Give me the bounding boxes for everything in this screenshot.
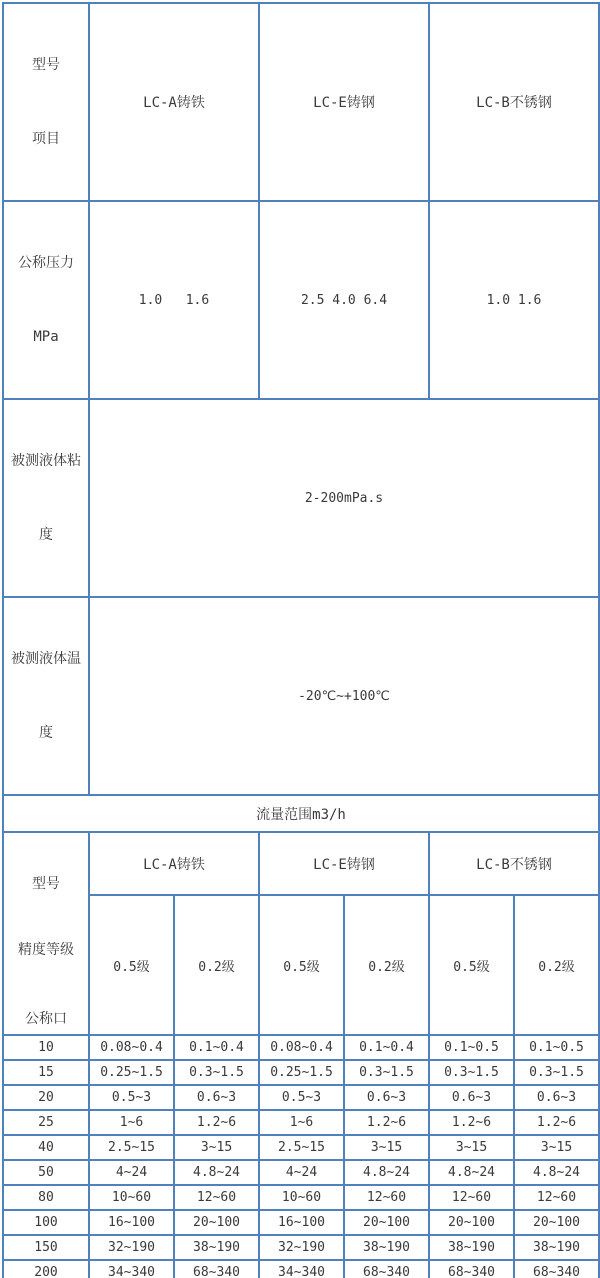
- viscosity-label-line1: 被测液体粘: [11, 453, 81, 469]
- flow-value-cell: 0.6~3: [344, 1085, 429, 1110]
- table-row-dn10: [3, 1035, 599, 1060]
- viscosity-label-line2: 度: [39, 526, 53, 543]
- flow-value-cell: 38~190: [344, 1235, 429, 1260]
- flow-corner-top-label: 型号: [32, 876, 60, 892]
- flow-value-cell: 68~340: [344, 1260, 429, 1278]
- table-row-dn15: [3, 1060, 599, 1085]
- flow-value-cell: 4~24: [259, 1160, 344, 1185]
- flow-value-cell: 0.1~0.5: [429, 1035, 514, 1060]
- flow-value-cell: 1.2~6: [174, 1110, 259, 1135]
- table-row-flow-title: [3, 795, 599, 832]
- table-row-header: [3, 3, 599, 201]
- table-row-dn40: [3, 1135, 599, 1160]
- dn-cell: 20: [3, 1085, 89, 1110]
- flow-corner-line1: 精度等级: [18, 942, 74, 959]
- table-row-dn50: [3, 1160, 599, 1185]
- dn-cell: 50: [3, 1160, 89, 1185]
- flow-value-cell: 4.8~24: [429, 1160, 514, 1185]
- table-row-grades: [3, 895, 599, 1035]
- table-row-dn100: [3, 1210, 599, 1235]
- flow-value-cell: 38~190: [174, 1235, 259, 1260]
- flow-value-cell: 3~15: [429, 1135, 514, 1160]
- dn-cell: 25: [3, 1110, 89, 1135]
- flow-value-cell: 0.25~1.5: [89, 1060, 174, 1085]
- pressure-value-lca: 1.0 1.6: [89, 201, 259, 399]
- pressure-value-lcb: 1.0 1.6: [429, 201, 599, 399]
- flow-corner-bottom-label: [4, 893, 88, 1035]
- spec-table: [2, 2, 600, 1278]
- flow-value-cell: 20~100: [174, 1210, 259, 1235]
- flow-model-header-lca: LC-A铸铁: [89, 832, 259, 895]
- flow-value-cell: 4.8~24: [344, 1160, 429, 1185]
- flow-value-cell: 1~6: [259, 1110, 344, 1135]
- flow-value-cell: 0.3~1.5: [429, 1060, 514, 1085]
- flow-value-cell: 0.08~0.4: [259, 1035, 344, 1060]
- flow-model-header-lcb: LC-B不锈钢: [429, 832, 599, 895]
- flow-value-cell: 20~100: [344, 1210, 429, 1235]
- dn-cell: 15: [3, 1060, 89, 1085]
- temperature-label-cell: [3, 597, 89, 795]
- flow-value-cell: 12~60: [514, 1185, 599, 1210]
- flow-value-cell: 3~15: [514, 1135, 599, 1160]
- flow-value-cell: 32~190: [259, 1235, 344, 1260]
- flow-value-cell: 0.1~0.5: [514, 1035, 599, 1060]
- dn-cell: 80: [3, 1185, 89, 1210]
- corner-label-line2: 项目: [32, 130, 60, 147]
- flow-value-cell: 1~6: [89, 1110, 174, 1135]
- model-header-lcb: LC-B不锈钢: [429, 3, 599, 201]
- flow-value-cell: 0.6~3: [514, 1085, 599, 1110]
- grade-header-cell: 0.2级: [514, 895, 599, 1035]
- flow-value-cell: 20~100: [429, 1210, 514, 1235]
- temperature-value: -20℃~+100℃: [89, 597, 599, 795]
- flow-value-cell: 20~100: [514, 1210, 599, 1235]
- grade-header-cell: 0.5级: [89, 895, 174, 1035]
- flow-value-cell: 0.3~1.5: [344, 1060, 429, 1085]
- flow-model-header-lce: LC-E铸钢: [259, 832, 429, 895]
- model-header-lce: LC-E铸钢: [259, 3, 429, 201]
- flow-value-cell: 68~340: [174, 1260, 259, 1278]
- flow-value-cell: 16~100: [259, 1210, 344, 1235]
- dn-cell: 10: [3, 1035, 89, 1060]
- flow-value-cell: 10~60: [89, 1185, 174, 1210]
- flow-value-cell: 0.08~0.4: [89, 1035, 174, 1060]
- flow-value-cell: 34~340: [89, 1260, 174, 1278]
- dn-cell: 200: [3, 1260, 89, 1278]
- table-row-flow-models: [3, 832, 599, 895]
- flow-corner-inner: [4, 863, 88, 1028]
- corner-header-cell: [3, 3, 89, 201]
- dn-cell: 150: [3, 1235, 89, 1260]
- flow-value-cell: 4~24: [89, 1160, 174, 1185]
- flow-value-cell: 2.5~15: [89, 1135, 174, 1160]
- grade-header-cell: 0.5级: [259, 895, 344, 1035]
- dn-cell: 40: [3, 1135, 89, 1160]
- flow-value-cell: 34~340: [259, 1260, 344, 1278]
- temperature-label-line2: 度: [39, 724, 53, 741]
- pressure-value-lce: 2.5 4.0 6.4: [259, 201, 429, 399]
- flow-value-cell: 38~190: [514, 1235, 599, 1260]
- table-row-dn25: [3, 1110, 599, 1135]
- flow-value-cell: 0.25~1.5: [259, 1060, 344, 1085]
- flow-value-cell: 32~190: [89, 1235, 174, 1260]
- table-row-temperature: [3, 597, 599, 795]
- table-row-dn150: [3, 1235, 599, 1260]
- flow-value-cell: 12~60: [429, 1185, 514, 1210]
- flow-value-cell: 0.6~3: [429, 1085, 514, 1110]
- flow-value-cell: 0.5~3: [89, 1085, 174, 1110]
- pressure-label-line1: 公称压力: [18, 255, 74, 271]
- table-row-dn200: [3, 1260, 599, 1278]
- flow-value-cell: 10~60: [259, 1185, 344, 1210]
- flow-value-cell: 4.8~24: [514, 1160, 599, 1185]
- temperature-label-line1: 被测液体温: [11, 651, 81, 667]
- table-row-dn20: [3, 1085, 599, 1110]
- grade-header-cell: 0.2级: [174, 895, 259, 1035]
- flow-value-cell: 2.5~15: [259, 1135, 344, 1160]
- flow-corner-line2: 公称口: [25, 1011, 67, 1028]
- model-header-lca: LC-A铸铁: [89, 3, 259, 201]
- pressure-label-cell: [3, 201, 89, 399]
- flow-value-cell: 1.2~6: [429, 1110, 514, 1135]
- flow-value-cell: 0.1~0.4: [344, 1035, 429, 1060]
- table-row-viscosity: [3, 399, 599, 597]
- flow-value-cell: 12~60: [344, 1185, 429, 1210]
- flow-value-cell: 12~60: [174, 1185, 259, 1210]
- flow-value-cell: 4.8~24: [174, 1160, 259, 1185]
- flow-value-cell: 1.2~6: [514, 1110, 599, 1135]
- flow-range-title: 流量范围m3/h: [3, 795, 599, 832]
- table-row-dn80: [3, 1185, 599, 1210]
- flow-corner-cell: [3, 832, 89, 1035]
- flow-value-cell: 68~340: [514, 1260, 599, 1278]
- grade-header-cell: 0.2级: [344, 895, 429, 1035]
- flow-value-cell: 0.3~1.5: [174, 1060, 259, 1085]
- flow-value-cell: 38~190: [429, 1235, 514, 1260]
- dn-cell: 100: [3, 1210, 89, 1235]
- viscosity-label-cell: [3, 399, 89, 597]
- flow-value-cell: 16~100: [89, 1210, 174, 1235]
- corner-label-line1: 型号: [32, 57, 60, 73]
- pressure-label-line2: MPa: [33, 328, 59, 345]
- viscosity-value: 2-200mPa.s: [89, 399, 599, 597]
- flow-value-cell: 0.5~3: [259, 1085, 344, 1110]
- flow-value-cell: 0.3~1.5: [514, 1060, 599, 1085]
- table-row-pressure: [3, 201, 599, 399]
- flow-value-cell: 0.6~3: [174, 1085, 259, 1110]
- grade-header-cell: 0.5级: [429, 895, 514, 1035]
- flow-value-cell: 68~340: [429, 1260, 514, 1278]
- flow-value-cell: 3~15: [174, 1135, 259, 1160]
- flow-value-cell: 3~15: [344, 1135, 429, 1160]
- flow-value-cell: 1.2~6: [344, 1110, 429, 1135]
- flow-value-cell: 0.1~0.4: [174, 1035, 259, 1060]
